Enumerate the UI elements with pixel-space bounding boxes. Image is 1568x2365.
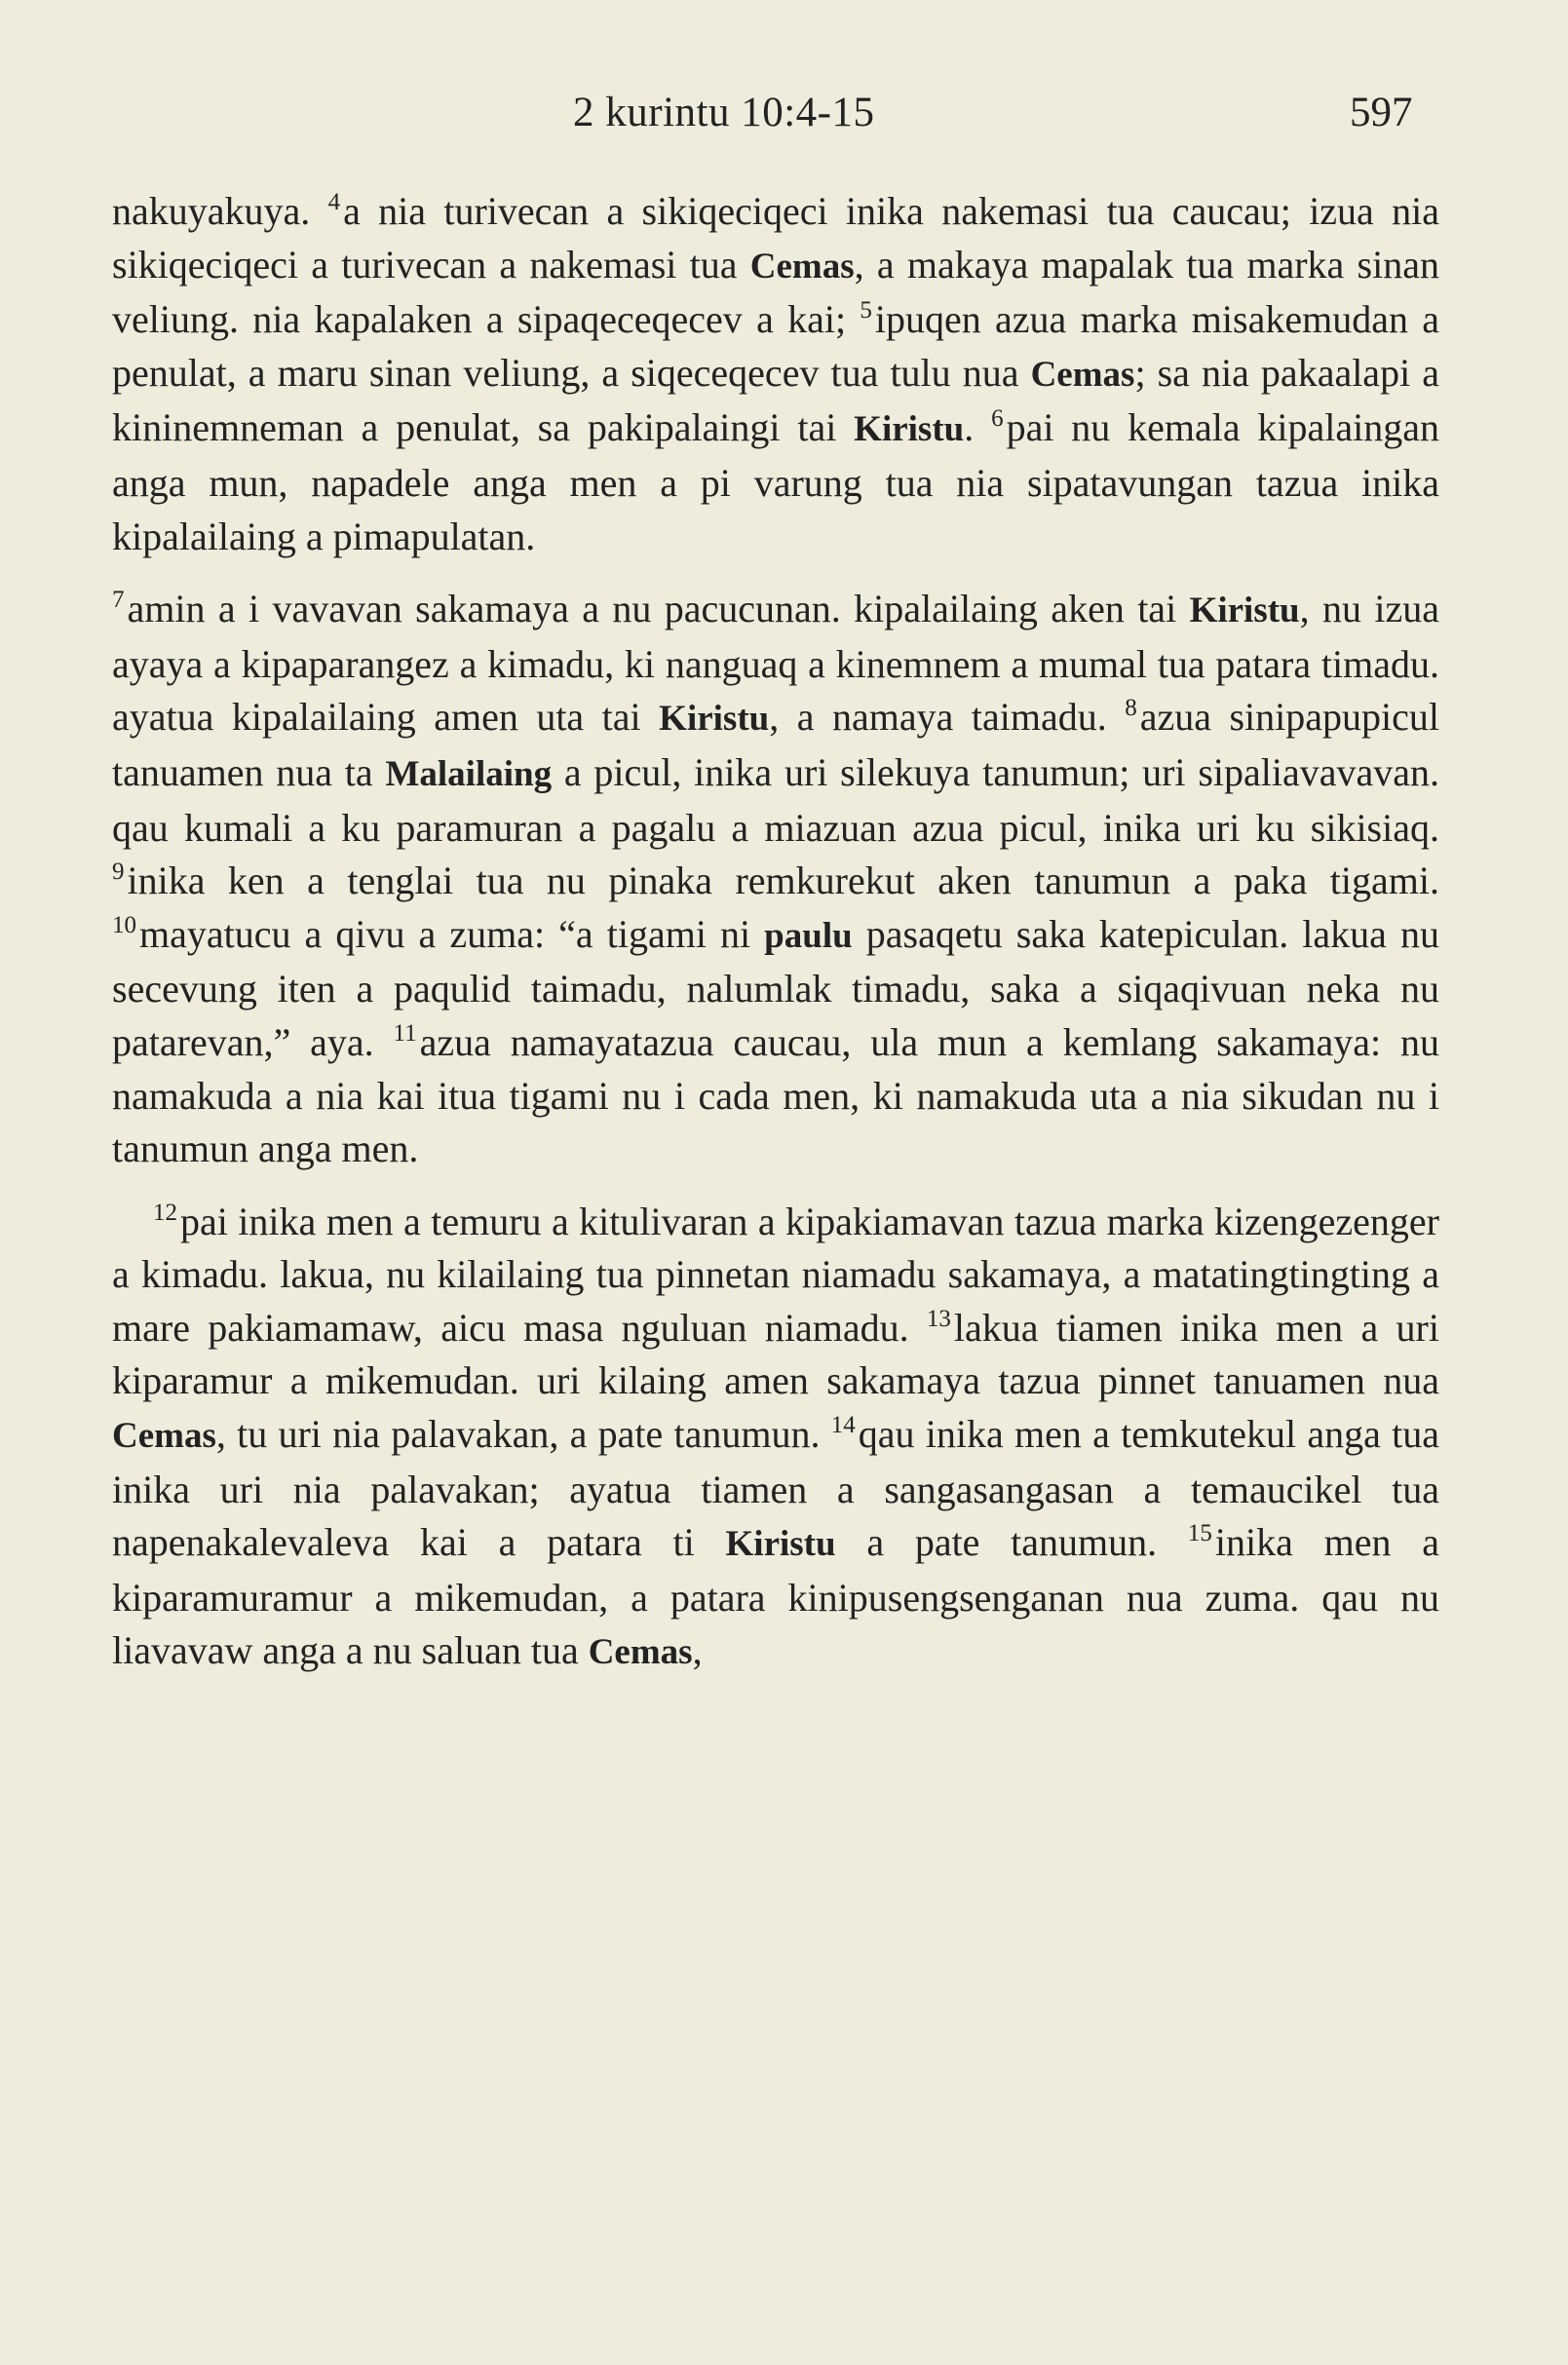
text-run: ; sa nia pakaalapi a kininemneman a penulat, sa pakipalaingi tai (112, 350, 1439, 450)
name-bold: Cemas (1030, 354, 1135, 395)
text-run: azua namayatazua caucau, ula mun a kemlang sakamaya: nu namakuda a nia kai itua tigami nu i cada men, ki namakuda uta a nia sikudan nu i tanumun anga men. (112, 1019, 1439, 1171)
paragraph (112, 583, 1439, 1176)
text-run: a nia turivecan a sikiqeciqeci inika nakemasi tua caucau; izua nia sikiqeciqeci a turivecan a nakemasi tua (112, 189, 1439, 286)
name-bold: Cemas (112, 1416, 216, 1457)
name-bold: Cemas (588, 1632, 693, 1673)
name-bold: Malailaing (385, 753, 553, 794)
verse-number: 15 (1187, 1520, 1212, 1547)
verse-number: 4 (327, 189, 341, 215)
running-title: 2 kurintu 10:4-15 (573, 90, 875, 135)
text-run: ipuqen azua marka misakemudan a penulat, a maru sinan veliung, a siqeceqecev tua tulu nua (112, 297, 1440, 395)
name-bold: Cemas (749, 246, 855, 286)
name-bold: Kiristu (1189, 591, 1300, 631)
verse-number: 9 (112, 858, 125, 886)
text-run: pai nu kemala kipalaingan anga mun, napadele anga men a pi varung tua nia sipatavungan tazua inika kipalailaing a pimapulatan. (112, 405, 1439, 558)
text-run: , nu izua ayaya a kipaparangez a kimadu, ki nanguaq a kinemnem a mumal tua patara timadu. ayatua kipalailaing amen uta tai (112, 587, 1440, 740)
text-run: mayatucu a qivu a zuma: “a tigami ni (139, 911, 765, 956)
verse-number: 13 (926, 1305, 951, 1332)
text-run: , tu uri nia palavakan, a pate tanumun. (215, 1412, 831, 1457)
text-run: a picul, inika uri silekuya tanumun; uri sipaliavavavan. qau kumali a ku paramuran a pagalu a miazuan azua picul, inika uri ku sikisiaq. (112, 749, 1440, 850)
page-number: 597 (1350, 90, 1413, 135)
verse-number: 10 (112, 911, 136, 938)
text-run: pai inika men a temuru a kitulivaran a kipakiamavan tazua marka kizengezenger a kimadu. lakua, nu kilailaing tua pinnetan niamadu sakamaya, a matatingtingting a mare pakiamamaw, aicu masa nguluan niamadu. (112, 1199, 1439, 1350)
verse-number: 5 (860, 297, 872, 324)
text-run: , (692, 1628, 703, 1673)
verse-number: 6 (991, 405, 1004, 433)
paragraph (112, 1196, 1439, 1680)
name-bold: paulu (764, 915, 853, 956)
name-bold: Kiristu (659, 699, 770, 740)
text-run: inika ken a tenglai tua nu pinaka remkurekut aken tanumun a paka tigami. (127, 858, 1439, 903)
text-run: . (964, 405, 992, 450)
text-run: a pate tanumun. (835, 1520, 1188, 1565)
name-bold: Kiristu (725, 1524, 836, 1565)
text-run: lakua tiamen inika men a uri kiparamur a mikemudan. uri kilaing amen sakamaya tazua pinnet tanuamen nua (112, 1305, 1439, 1403)
name-bold: Kiristu (854, 409, 965, 450)
text-run: inika men a kiparamuramur a mikemudan, a patara kinipusengsenganan nua zuma. qau nu liavavaw anga a nu saluan tua (112, 1520, 1439, 1673)
text-run: nakuyakuya. (112, 189, 328, 233)
verse-number: 8 (1125, 695, 1137, 722)
text-run: amin a i vavavan sakamaya a nu pacucunan. kipalailaing aken tai (127, 587, 1190, 631)
paragraph (112, 185, 1439, 563)
verse-number: 12 (153, 1199, 177, 1226)
text-run: , a namaya taimadu. (769, 695, 1126, 740)
scripture-text (112, 185, 1439, 1680)
verse-number: 14 (830, 1412, 856, 1439)
page-header (0, 84, 1568, 142)
text-run: , a makaya mapalak tua marka sinan veliung. nia kapalaken a sipaqeceqecev a kai; (112, 242, 1439, 342)
verse-number: 11 (393, 1019, 417, 1047)
text-run: pasaqetu saka katepiculan. lakua nu secevung iten a paqulid taimadu, nalumlak timadu, saka a siqaqivuan neka nu patarevan,” aya. (112, 911, 1439, 1064)
text-run: azua sinipapupicul tanuamen nua ta (112, 695, 1440, 794)
text-run: qau inika men a temkutekul anga tua inika uri nia palavakan; ayatua tiamen a sangasangasan a temaucikel tua napenakalevaleva kai a patara ti (112, 1412, 1439, 1565)
verse-number: 7 (112, 587, 125, 614)
